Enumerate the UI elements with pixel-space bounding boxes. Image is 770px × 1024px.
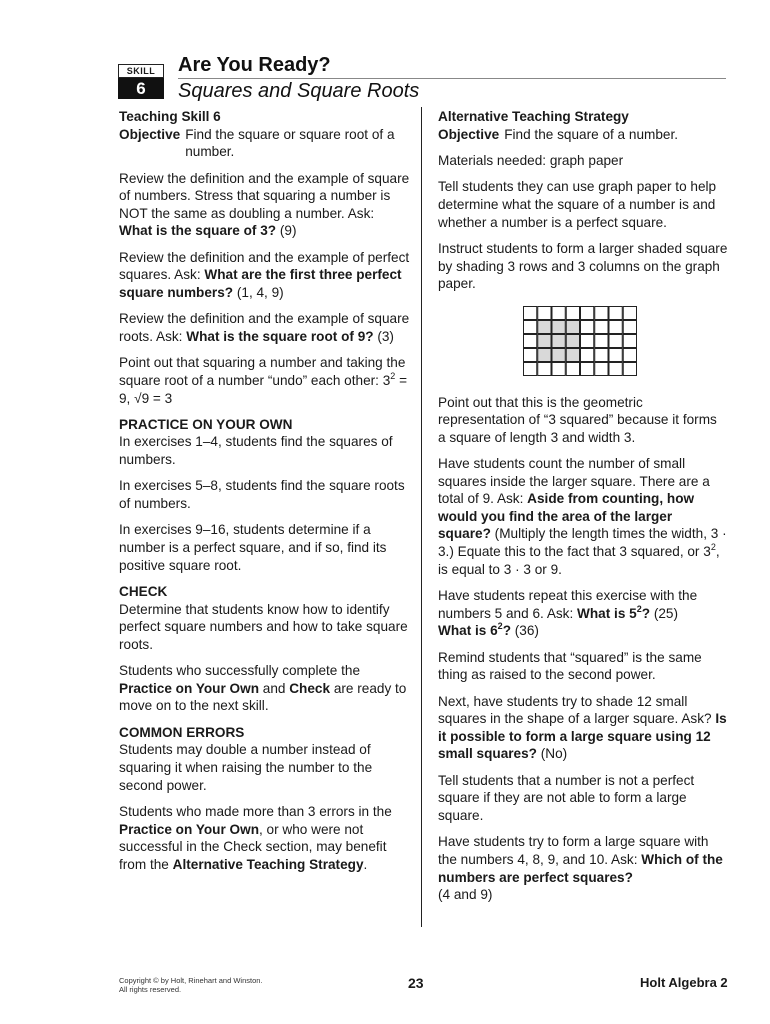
left-column bbox=[119, 108, 411, 882]
right-p1: Tell students they can use graph paper to help determine what the square of a number is and whether a number is a perfect square. bbox=[438, 179, 717, 230]
paragraph-square-roots bbox=[119, 310, 411, 345]
right-p8: Tell students that a number is not a perfect square if they are not able to form a large square. bbox=[438, 772, 695, 823]
grid-cell bbox=[581, 349, 594, 362]
grid-cell bbox=[524, 349, 537, 362]
text: Review the definition and the example of perfect squares. Ask: bbox=[119, 249, 410, 283]
exponent: 2 bbox=[390, 370, 396, 381]
question: What is the square of 3? bbox=[119, 223, 277, 239]
grid-cell bbox=[581, 363, 594, 376]
shaded-cell bbox=[566, 349, 579, 362]
paragraph-perfect-squares bbox=[119, 249, 411, 302]
right-p6: Remind students that “squared” is the same thing as raised to the second power. bbox=[438, 649, 702, 683]
grid-cell bbox=[609, 321, 622, 334]
errors-p1: Students may double a number instead of squaring it when raising the number to the second power. bbox=[119, 742, 373, 793]
text: = 9, √9 = 3 bbox=[119, 372, 408, 406]
practice-heading: PRACTICE ON YOUR OWN bbox=[119, 416, 293, 432]
grid-cell bbox=[595, 335, 608, 348]
grid-cell bbox=[609, 349, 622, 362]
grid-cell bbox=[581, 307, 594, 320]
skill-badge bbox=[118, 64, 164, 98]
grid-cell bbox=[524, 307, 537, 320]
answer: (25) bbox=[650, 605, 678, 621]
text: Next, have students try to shade 12 small squares in the shape of a larger square. Ask? bbox=[438, 693, 716, 727]
bold-text: Practice on Your Own bbox=[119, 821, 259, 837]
bold-text: Alternative Teaching Strategy bbox=[172, 856, 364, 872]
bold-text: Practice on Your Own bbox=[119, 680, 259, 696]
grid-cell bbox=[552, 363, 565, 376]
text: . bbox=[363, 856, 368, 872]
question: Is it possible to form a large square using 12 small squares? bbox=[438, 711, 727, 762]
shaded-cell bbox=[538, 349, 551, 362]
answer: (9) bbox=[276, 223, 297, 239]
grid-cell bbox=[609, 307, 622, 320]
grid-cell bbox=[595, 321, 608, 334]
practice-p2: In exercises 5–8, students find the square roots of numbers. bbox=[119, 478, 405, 512]
grid-cell bbox=[623, 321, 636, 334]
text: ? bbox=[641, 605, 651, 621]
grid-cell bbox=[538, 307, 551, 320]
shaded-cell bbox=[566, 321, 579, 334]
answer: (4 and 9) bbox=[438, 887, 493, 903]
right-column bbox=[438, 108, 728, 913]
grid-cell bbox=[581, 335, 594, 348]
shaded-cell bbox=[552, 321, 565, 334]
grid-cell bbox=[566, 363, 579, 376]
grid-cell bbox=[581, 321, 594, 334]
text: Review the definition and the example of square roots. Ask: bbox=[119, 311, 410, 344]
grid-cell bbox=[595, 307, 608, 320]
text: Have students try to form a large square with the numbers 4, 8, 9, and 10. Ask: bbox=[438, 834, 709, 867]
text: What is 6 bbox=[438, 623, 498, 639]
text: Have students repeat this exercise with the numbers 5 and 6. Ask: bbox=[438, 588, 698, 621]
bold-text: Check bbox=[289, 680, 331, 696]
text: Students who made more than 3 errors in the bbox=[119, 803, 392, 819]
grid-cell bbox=[524, 321, 537, 334]
right-objective bbox=[438, 126, 728, 144]
answer: (1, 4, 9) bbox=[233, 284, 284, 300]
grid-cell bbox=[595, 349, 608, 362]
grid-cell bbox=[609, 335, 622, 348]
page-title: Are You Ready? bbox=[178, 54, 331, 76]
answer: (3) bbox=[373, 328, 394, 344]
errors-p2 bbox=[119, 803, 411, 873]
grid-cell bbox=[566, 307, 579, 320]
graph-paper-figure bbox=[523, 306, 637, 376]
text: (Multiply the length times the width, 3 · 3.) Equate this to the fact that 3 squared, or 3 bbox=[438, 526, 727, 560]
copyright-line: Copyright © by Holt, Rinehart and Winston. bbox=[119, 976, 263, 985]
grid-cell bbox=[609, 363, 622, 376]
shaded-cell bbox=[566, 335, 579, 348]
page-number: 23 bbox=[408, 975, 424, 991]
objective-label: Objective bbox=[438, 126, 500, 142]
right-p7 bbox=[438, 693, 728, 763]
paragraph-undo bbox=[119, 354, 411, 407]
column-divider bbox=[421, 107, 422, 927]
question: What is the square root of 9? bbox=[186, 328, 374, 344]
text: and bbox=[259, 680, 290, 696]
practice-p3: In exercises 9–16, students determine if a number is a perfect square, and if so, find its positive square root. bbox=[119, 522, 387, 573]
paragraph-square bbox=[119, 170, 411, 240]
text: Students who successfully complete the bbox=[119, 663, 361, 679]
left-objective bbox=[119, 126, 411, 161]
grid-cell bbox=[623, 363, 636, 376]
exponent: 2 bbox=[710, 542, 716, 553]
title-divider bbox=[178, 78, 726, 79]
grid-cell bbox=[623, 349, 636, 362]
check-p1: Determine that students know how to identify perfect square numbers and how to take square roots. bbox=[119, 601, 408, 652]
answer: (No) bbox=[536, 746, 568, 762]
check-heading: CHECK bbox=[119, 584, 168, 600]
right-p4 bbox=[438, 455, 728, 578]
page-subtitle: Squares and Square Roots bbox=[178, 80, 420, 102]
grid-cell bbox=[524, 363, 537, 376]
right-p2: Instruct students to form a larger shaded square by shading 3 rows and 3 columns on the graph paper. bbox=[438, 240, 728, 292]
right-p9 bbox=[438, 833, 728, 903]
skill-label: SKILL bbox=[118, 64, 164, 78]
question: Aside from counting, how would you find the area of the larger square? bbox=[438, 491, 695, 542]
question bbox=[577, 603, 651, 621]
question: What are the first three perfect square numbers? bbox=[119, 267, 402, 300]
right-p3: Point out that this is the geometric representation of “3 squared” because it forms a square of length 3 and width 3. bbox=[438, 394, 717, 445]
alt-strategy-heading: Alternative Teaching Strategy bbox=[438, 109, 629, 124]
copyright-line: All rights reserved. bbox=[119, 984, 182, 994]
copyright bbox=[119, 977, 263, 994]
grid-cell bbox=[595, 363, 608, 376]
exponent: 2 bbox=[497, 621, 503, 632]
answer: (36) bbox=[511, 623, 539, 639]
practice-p1: In exercises 1–4, students find the squares of numbers. bbox=[119, 434, 393, 468]
shaded-cell bbox=[552, 349, 565, 362]
text: , or who were not successful in the Check section, may benefit from the bbox=[119, 821, 387, 872]
skill-number: 6 bbox=[118, 78, 164, 99]
materials-text: Materials needed: graph paper bbox=[438, 152, 624, 168]
objective-text: Find the square of a number. bbox=[504, 126, 679, 142]
shaded-cell bbox=[552, 335, 565, 348]
text: ? bbox=[502, 623, 511, 639]
question bbox=[438, 623, 511, 638]
errors-heading: COMMON ERRORS bbox=[119, 724, 245, 740]
objective-text: Find the square or square root of a number. bbox=[185, 126, 395, 160]
right-p5 bbox=[438, 587, 728, 640]
grid-cell bbox=[623, 335, 636, 348]
exponent: 2 bbox=[636, 603, 642, 614]
grid-cell bbox=[538, 363, 551, 376]
shaded-cell bbox=[538, 335, 551, 348]
grid-cell bbox=[524, 335, 537, 348]
check-p2 bbox=[119, 662, 411, 715]
book-title: Holt Algebra 2 bbox=[640, 975, 728, 990]
grid-cell bbox=[623, 307, 636, 320]
text: Have students count the number of small squares inside the larger square. There are a total of 9. Ask: bbox=[438, 456, 710, 507]
text: are ready to move on to the next skill. bbox=[119, 680, 407, 714]
text: Point out that squaring a number and taking the square root of a number “undo” each other: 3 bbox=[119, 355, 406, 388]
question: Which of the numbers are perfect squares? bbox=[438, 851, 723, 885]
text: What is 5 bbox=[577, 605, 637, 621]
objective-label: Objective bbox=[119, 126, 181, 142]
teaching-skill-heading: Teaching Skill 6 bbox=[119, 109, 221, 124]
text: , is equal to 3 · 3 or 9. bbox=[438, 544, 720, 577]
grid-cell bbox=[552, 307, 565, 320]
shaded-cell bbox=[538, 321, 551, 334]
text: Review the definition and the example of square of numbers. Stress that squaring a number is NOT the same as doubling a number. Ask: bbox=[119, 170, 410, 221]
